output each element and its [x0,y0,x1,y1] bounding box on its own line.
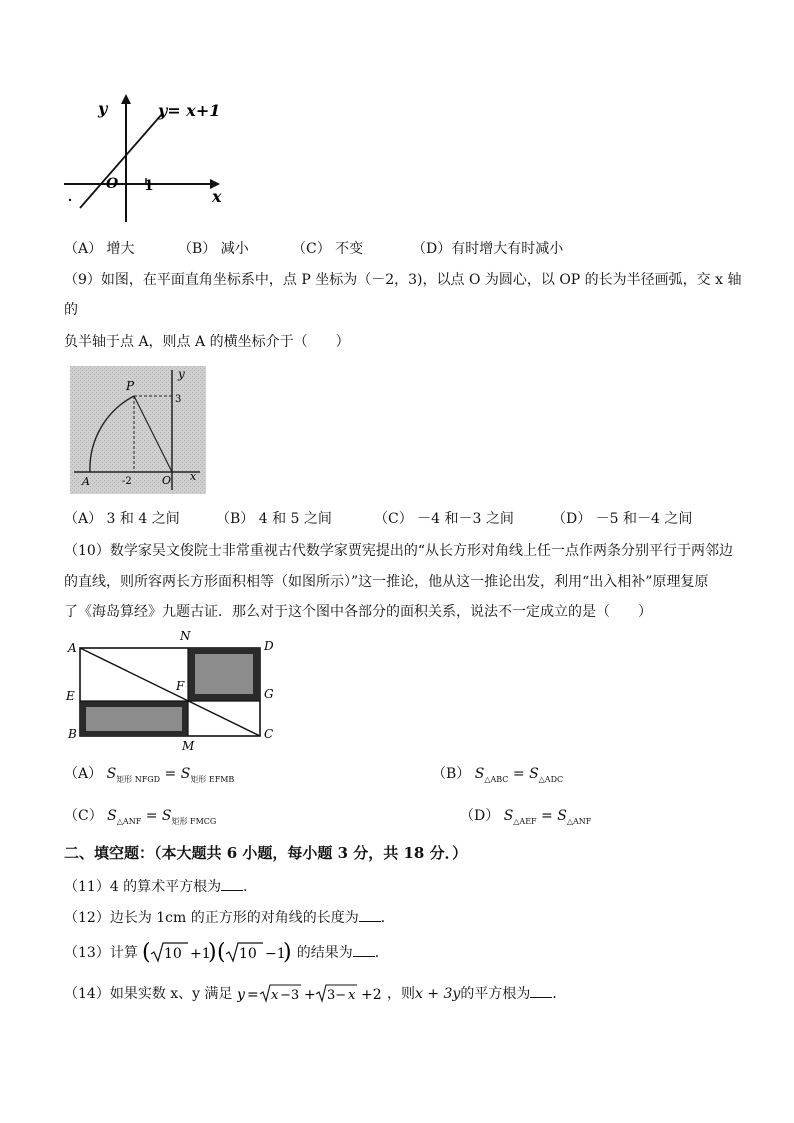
svg-text:y: y [236,987,245,1003]
q13-text: （13）计算 [64,945,138,961]
section-title: 二、填空题：（本大题共 6 小题，每小题 3 分，共 18 分．） [64,844,468,862]
q10-option-d: （D） $S_{\triangle AEF} = S_{\triangle ANF}$ [460,808,592,826]
q14-expression: x + 3y [414,986,461,1002]
q9-text-line-3: 负半轴于点 A，则点 A 的横坐标介于（ ） [64,334,350,350]
q10-option-c: （C） $S_{\triangle ANF} = S_{矩形 FMCG}$ [64,808,217,826]
q11-text: （11）4 的算术平方根为 [64,879,222,895]
option-subscript: 矩形 EFMB [190,774,235,784]
q12-period: ． [380,910,395,926]
tick-one-label: 1 [144,178,154,194]
svg-text:): ) [208,940,217,965]
svg-text:−1: −1 [265,946,286,962]
option-subscript: △ABC [484,774,509,784]
q12-text: （12）边长为 1cm 的正方形的对角线的长度为 [64,910,359,926]
tick-minus-two-label: -2 [122,476,132,487]
question-14 [64,982,566,1006]
svg-text:x: x [270,988,279,1003]
svg-text:+: + [303,987,316,1003]
svg-text:x: x [347,988,356,1003]
svg-text:=: = [246,987,259,1003]
y-axis-label: y [98,99,108,118]
point-m-label: M [182,739,195,752]
svg-text:+2: +2 [360,987,382,1003]
linear-function-graph [58,92,228,228]
q10-option-a: （A） $S_{矩形 NFGD} = S_{矩形 EFMB}$ [64,766,235,784]
point-g-label: G [264,687,274,701]
svg-text:): ) [283,940,292,965]
answer-blank [221,876,243,891]
origin-label: O [106,176,119,192]
option-subscript: △ANF [566,816,592,826]
rectangle-diagonal-figure [62,628,282,752]
arc-coordinate-figure [70,366,206,494]
q10-text-line-3: 了《海岛算经》九题古证．那么对于这个图中各部分的面积关系，说法不一定成立的是（ ） [64,604,652,620]
q9-option-c: （C） －4 和－3 之间 [374,511,514,527]
q9-text-line-1: （9）如图，在平面直角坐标系中，点 P 坐标为（－2，3)，以点 O 为圆心，以 OP 的长为半径画弧，交 x 轴 [64,272,742,288]
tick-three-label: 3 [175,394,182,405]
option-prefix: （C） [64,808,103,824]
y-axis-label: y [178,367,185,381]
point-n-label: N [180,629,191,643]
point-b-label: B [68,727,77,741]
answer-blank [359,907,381,922]
question-13 [64,940,389,966]
q13-period: ． [374,945,389,961]
point-c-label: C [264,727,274,741]
q9-option-a: （A） 3 和 4 之间 [64,511,180,527]
q14-text-tail: 的平方根为 [460,986,531,1002]
x-axis-label: x [190,470,197,483]
sqrt-product-formula [142,940,292,966]
q13-text-tail: 的结果为 [296,945,353,961]
q11-period: ． [243,879,258,895]
point-f-label: F [176,679,185,693]
svg-text:10: 10 [239,946,258,962]
q8-option-c: （C） 不变 [292,241,364,257]
point-d-label: D [264,639,274,653]
svg-text:(: ( [142,940,151,965]
svg-text:3−: 3− [326,988,347,1003]
point-a-label: A [68,641,77,655]
point-e-label: E [66,689,75,703]
q8-option-d: （D）有时增大有时减小 [412,241,564,257]
q14-text: （14）如果实数 x、y 满足 [64,986,233,1002]
q9-option-d: （D） －5 和－4 之间 [552,511,693,527]
question-11 [64,876,257,897]
option-prefix: （D） [460,808,500,824]
origin-label: O [162,474,172,487]
svg-text:−3: −3 [279,988,300,1003]
answer-blank [530,983,552,998]
answer-blank [353,942,375,957]
q10-text-line-2: 的直线，则所容两长方形面积相等（如图所示）”这一推论，他从这一推论出发，利用“出入相补”原理复原 [64,574,709,590]
sqrt-equation-formula [237,982,387,1006]
option-subscript: △ADC [538,774,564,784]
q10-text-line-1: （10）数学家吴文俊院士非常重视古代数学家贾宪提出的“从长方形对角线上任一点作两条分别平行于两邻边 [64,543,733,559]
q9-option-b: （B） 4 和 5 之间 [216,511,332,527]
option-prefix: （B） [432,766,471,782]
x-axis-label: x [212,187,222,206]
point-a-label: A [82,475,90,488]
q8-option-a: （A） 增大 [64,241,135,257]
svg-text:10: 10 [164,946,183,962]
function-label: y= x+1 [158,101,221,120]
option-subscript: △AEF [513,816,537,826]
q9-text-line-2: 的 [64,302,78,318]
q8-option-b: （B） 减小 [178,241,249,257]
option-prefix: （A） [64,766,103,782]
svg-text:(: ( [217,940,226,965]
q14-text-mid: ，则 [386,986,415,1002]
q10-option-b: （B） $S_{\triangle ABC} = S_{\triangle ADC}$ [432,766,564,784]
svg-text:+1: +1 [190,946,211,962]
option-subscript: 矩形 NFGD [116,774,161,784]
point-p-label: P [126,379,135,393]
q14-period: ． [552,986,567,1002]
option-subscript: 矩形 FMCG [171,816,217,826]
question-12 [64,907,395,928]
option-subscript: △ANF [116,816,142,826]
